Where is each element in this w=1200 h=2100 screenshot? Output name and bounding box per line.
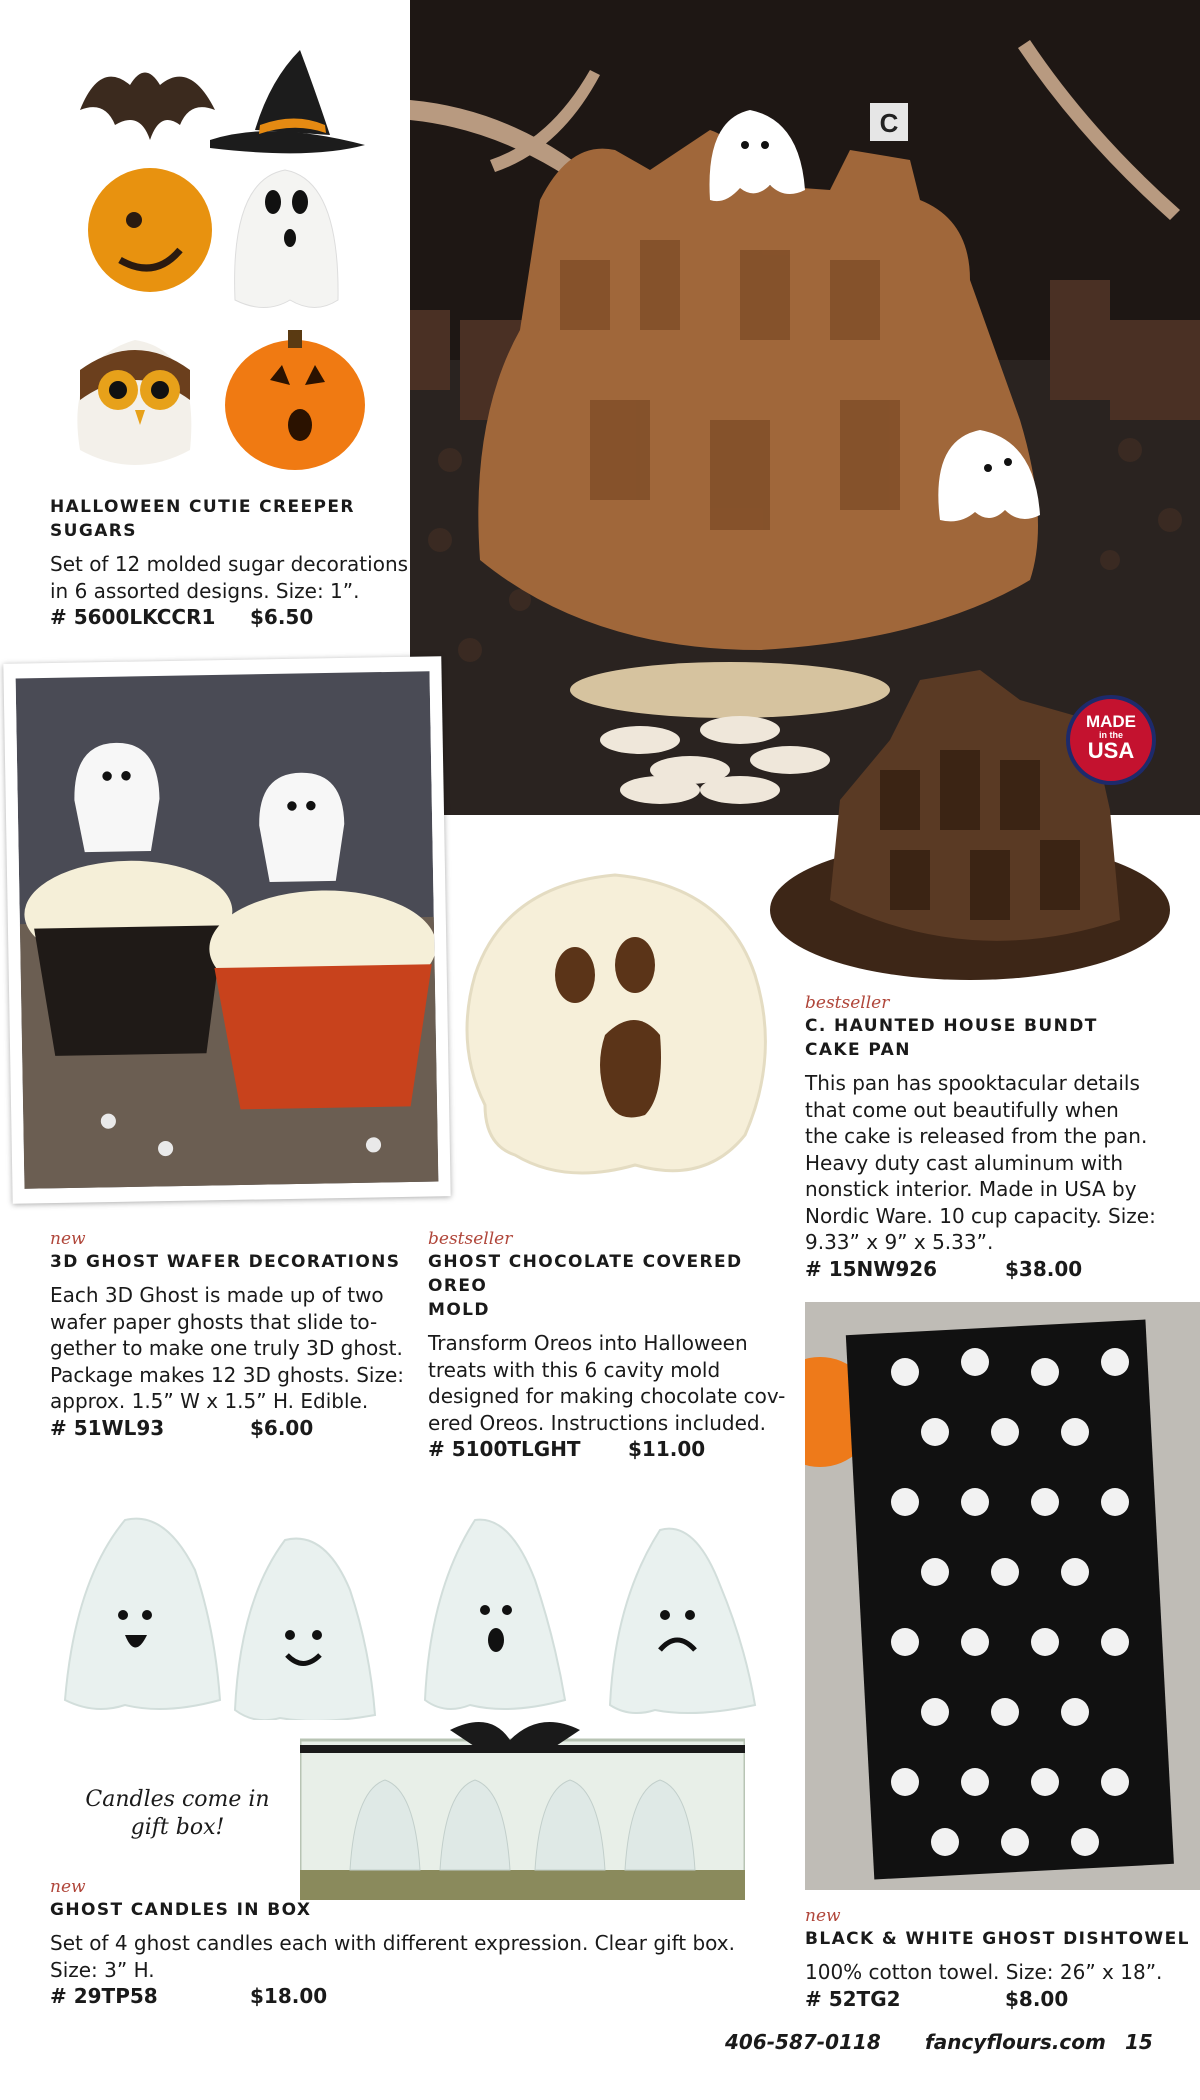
haunted-house-desc-line4: Heavy duty cast aluminum with <box>805 1150 1124 1175</box>
badge-made-text: MADE <box>1085 712 1137 731</box>
haunted-house-listing <box>805 992 1195 1282</box>
dishtowel-title: BLACK & WHITE GHOST DISHTOWEL <box>805 1929 1190 1949</box>
dishtowel-listing <box>805 1905 1195 2012</box>
haunted-house-desc-line2: that come out beautifully when <box>805 1097 1119 1122</box>
candles-callout-line2: gift box! <box>130 1815 225 1840</box>
ghost-wafer-desc-line1: Each 3D Ghost is made up of two <box>50 1283 384 1307</box>
ghost-candles-title: GHOST CANDLES IN BOX <box>50 1900 312 1920</box>
haunted-house-tag: bestseller <box>805 993 890 1013</box>
oreo-mold-desc-line2: treats with this 6 cavity mold <box>428 1357 721 1382</box>
footer-website[interactable]: fancyflours.com <box>925 2030 1106 2054</box>
oreo-mold-desc-line1: Transform Oreos into Halloween <box>428 1331 748 1355</box>
ghost-oreo-photo <box>455 865 785 1195</box>
cutie-creeper-title-line1: HALLOWEEN CUTIE CREEPER <box>50 497 355 517</box>
candles-callout-line1: Candles come in <box>85 1787 270 1812</box>
dishtowel-price: $8.00 <box>1005 1986 1069 2011</box>
ghost-dishtowel-photo <box>805 1302 1200 1890</box>
cutie-creeper-sugars-photo <box>60 30 380 480</box>
ghost-candles-photo <box>55 1460 770 1720</box>
ghost-wafer-sku: # 51WL93 <box>50 1415 165 1440</box>
ghost-candles-sku: # 29TP58 <box>50 1984 158 2008</box>
oreo-mold-sku: # 5100TLGHT <box>428 1437 581 1461</box>
haunted-house-desc-line3: the cake is released from the pan. <box>805 1124 1148 1148</box>
dishtowel-sku: # 52TG2 <box>805 1986 901 2011</box>
ghost-wafer-desc-line3: gether to make one truly 3D ghost. <box>50 1336 403 1360</box>
oreo-mold-price: $11.00 <box>628 1437 706 1461</box>
haunted-house-desc-line7: 9.33” x 9” x 5.33”. <box>805 1230 994 1254</box>
ghost-wafer-price: $6.00 <box>250 1415 314 1440</box>
ghost-candles-price: $18.00 <box>250 1984 328 2008</box>
haunted-house-desc-line5: nonstick interior. Made in USA by <box>805 1177 1137 1201</box>
haunted-house-sku: # 15NW926 <box>805 1256 938 1281</box>
ghost-candles-listing <box>50 1876 790 2009</box>
cutie-creeper-price: $6.50 <box>250 605 314 629</box>
ghost-wafer-desc-line4: Package makes 12 3D ghosts. Size: <box>50 1362 405 1387</box>
oreo-mold-desc-line4: ered Oreos. Instructions included. <box>428 1410 766 1435</box>
page-footer <box>725 2030 1175 2060</box>
ghost-wafer-tag: new <box>50 1229 86 1249</box>
oreo-mold-listing <box>428 1228 803 1462</box>
haunted-house-price: $38.00 <box>1005 1256 1083 1281</box>
ghost-candles-tag: new <box>50 1877 86 1897</box>
candles-gift-box-callout <box>60 1786 295 1842</box>
haunted-house-desc-line1: This pan has spooktacular details <box>805 1071 1140 1095</box>
badge-in-the-text: in the <box>1099 730 1123 740</box>
cutie-creeper-title-line2: SUGARS <box>50 521 137 541</box>
oreo-mold-tag: bestseller <box>428 1229 513 1249</box>
oreo-mold-title-line2: MOLD <box>428 1300 490 1320</box>
ghost-wafer-title: 3D GHOST WAFER DECORATIONS <box>50 1252 401 1272</box>
footer-phone: 406-587-0118 <box>725 2030 881 2054</box>
dishtowel-tag: new <box>805 1906 841 1926</box>
cutie-creeper-desc-line1: Set of 12 molded sugar decorations <box>50 552 409 576</box>
ghost-wafer-listing <box>50 1228 425 1441</box>
cutie-creeper-listing <box>50 495 410 630</box>
cutie-creeper-sku: # 5600LKCCR1 <box>50 605 216 629</box>
ghost-candles-desc-line2: Size: 3” H. <box>50 1957 155 1982</box>
haunted-house-desc-line6: Nordic Ware. 10 cup capacity. Size: <box>805 1203 1156 1228</box>
ghost-wafer-desc-line2: wafer paper ghosts that slide to- <box>50 1309 378 1334</box>
oreo-mold-desc-line3: designed for making chocolate cov- <box>428 1384 786 1408</box>
cutie-creeper-desc-line2: in 6 assorted designs. Size: 1”. <box>50 578 360 603</box>
dishtowel-desc-line1: 100% cotton towel. Size: 26” x 18”. <box>805 1960 1163 1984</box>
oreo-mold-title-line1: GHOST CHOCOLATE COVERED OREO <box>428 1252 743 1296</box>
photo-letter-c: C <box>879 108 899 138</box>
footer-page-number: 15 <box>1125 2030 1153 2054</box>
haunted-house-title-line2: CAKE PAN <box>805 1040 911 1060</box>
haunted-house-title-line1: C. HAUNTED HOUSE BUNDT <box>805 1016 1098 1036</box>
ghost-wafer-cupcakes-photo <box>3 656 450 1204</box>
made-in-usa-badge <box>1066 695 1156 785</box>
ghost-candles-desc-line1: Set of 4 ghost candles each with different expression. Clear gift box. <box>50 1931 735 1955</box>
badge-usa-text: USA <box>1087 738 1135 763</box>
ghost-wafer-desc-line5: approx. 1.5” W x 1.5” H. Edible. <box>50 1389 369 1413</box>
